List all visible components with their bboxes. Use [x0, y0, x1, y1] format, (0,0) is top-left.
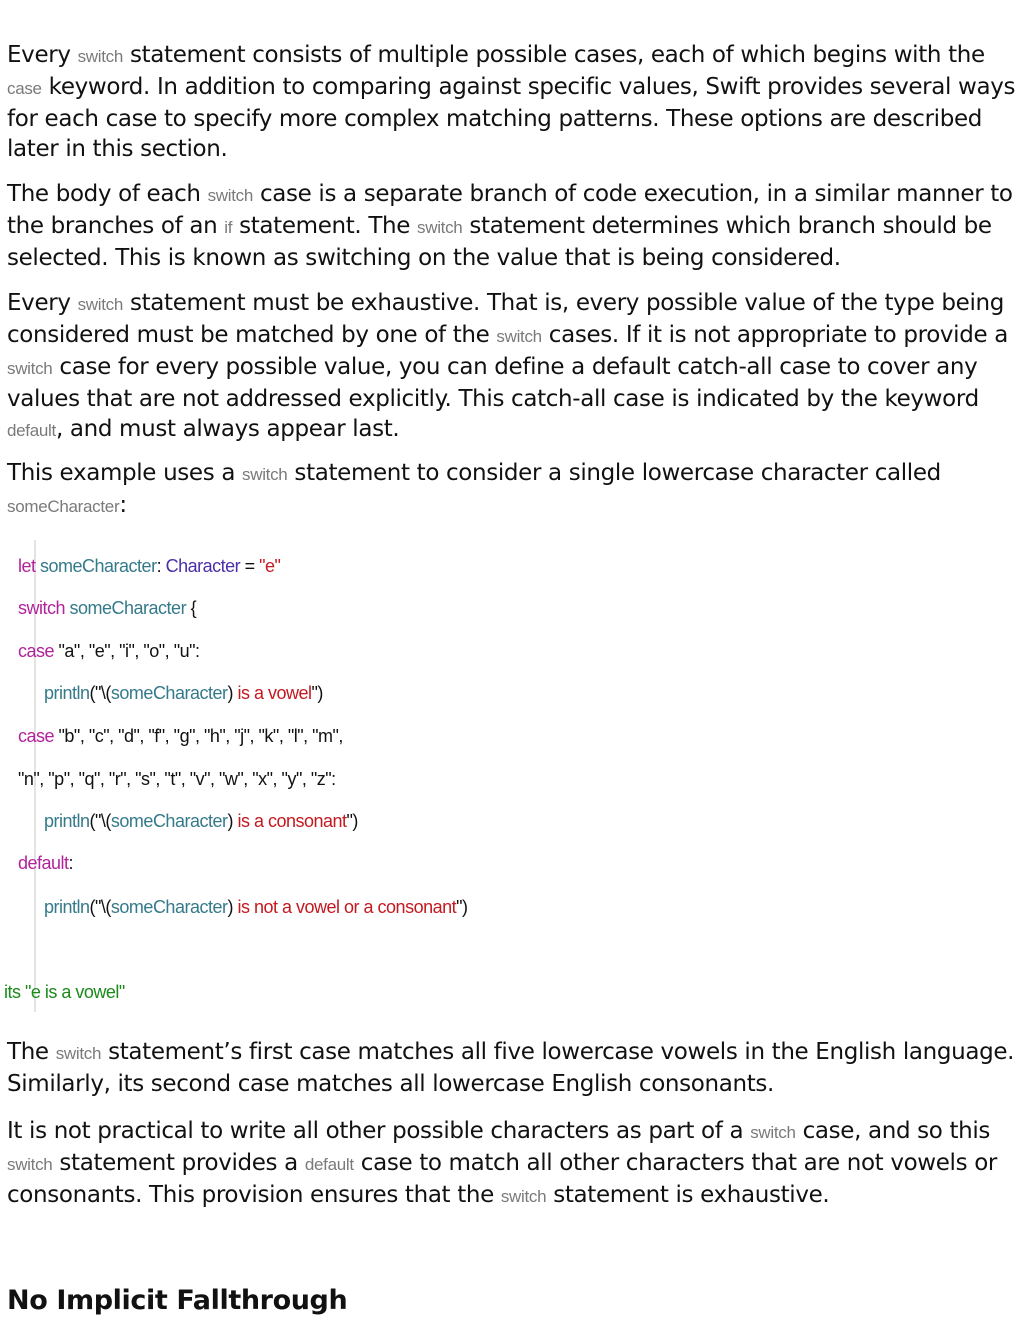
paragraph-switch-cases: [7, 40, 1019, 164]
code-line: [18, 852, 73, 874]
code-function: println: [44, 897, 90, 917]
text: The: [7, 1039, 56, 1065]
code-keyword: case: [18, 641, 55, 661]
code-variable: someCharacter: [65, 598, 187, 618]
code-comment: its "e is a vowel": [4, 982, 125, 1002]
text: Every: [7, 290, 78, 316]
inline-code: default: [7, 421, 56, 440]
inline-code: switch: [750, 1123, 796, 1142]
code-line: [44, 896, 468, 918]
text: :: [119, 492, 127, 518]
code-literals: "n", "p", "q", "r", "s", "t", "v", "w", "x", "y", "z":: [18, 769, 336, 789]
inline-code: default: [304, 1155, 354, 1174]
code-line: [18, 768, 336, 790]
inline-code: switch: [242, 465, 288, 484]
code-punct: "): [311, 683, 323, 703]
text: case to match all other characters that are not vowels or consonants. This provision ensures that the: [7, 1150, 998, 1208]
code-punct: ): [227, 897, 238, 917]
inline-code: if: [224, 218, 233, 237]
code-punct: "): [456, 897, 468, 917]
text: statement is exhaustive.: [546, 1182, 830, 1208]
code-type: Character: [165, 556, 241, 576]
paragraph-example-intro: [7, 458, 1019, 522]
paragraph-switch-exhaustive: [7, 288, 1019, 446]
code-punct: ("\(: [89, 683, 111, 703]
code-punct: ("\(: [89, 897, 111, 917]
code-variable: someCharacter: [110, 811, 228, 831]
text: It is not practical to write all other possible characters as part of a: [7, 1118, 751, 1144]
code-line: [18, 725, 343, 747]
code-literals: "b", "c", "d", "f", "g", "h", "j", "k", "l", "m",: [54, 726, 343, 746]
paragraph-case-matches: [7, 1037, 1019, 1099]
code-line: [44, 810, 358, 832]
inline-code: switch: [7, 359, 53, 378]
code-punct: ): [227, 683, 238, 703]
code-keyword: let: [18, 556, 36, 576]
text: case is a separate branch of code execution, in a similar manner to the branches of an: [7, 181, 1013, 239]
code-variable: someCharacter: [35, 556, 157, 576]
text: cases. If it is not appropriate to provide a: [541, 322, 1008, 348]
code-variable: someCharacter: [110, 897, 228, 917]
code-punct: "): [346, 811, 358, 831]
inline-code: switch: [207, 186, 254, 205]
text: statement provides a: [52, 1150, 305, 1176]
text: statement to consider a single lowercase character called: [287, 460, 941, 486]
inline-code: switch: [496, 327, 542, 346]
text: case for every possible value, you can define a default catch-all case to cover any values that are not addressed explicitly. This catch-all case is indicated by the keyword: [7, 354, 979, 412]
inline-code: switch: [500, 1187, 547, 1206]
code-string: is not a vowel or a consonant: [237, 897, 457, 917]
inline-code: switch: [55, 1044, 102, 1063]
code-string: is a vowel: [237, 683, 312, 703]
code-line: [18, 597, 196, 619]
code-punct: ): [227, 811, 238, 831]
code-function: println: [44, 811, 90, 831]
code-string: is a consonant: [237, 811, 347, 831]
section-heading: No Implicit Fallthrough: [7, 1285, 348, 1316]
code-punct: ("\(: [89, 811, 111, 831]
text: statement’s first case matches all five lowercase vowels in the English language. Similarly, its second case matches all lowercase English consonants.: [7, 1039, 1015, 1097]
code-block: [0, 540, 1024, 1015]
text: Every: [7, 42, 78, 68]
inline-code: case: [7, 79, 42, 98]
code-string: "e": [259, 556, 281, 576]
inline-code: someCharacter: [7, 497, 120, 516]
text: The body of each: [7, 181, 208, 207]
paragraph-switch-body: [7, 179, 1019, 273]
code-punct: {: [186, 598, 197, 618]
text: statement. The: [232, 213, 418, 239]
inline-code: switch: [77, 295, 124, 314]
text: statement must be exhaustive. That is, every possible value of the type being considered must be matched by one of the: [7, 290, 1004, 348]
inline-code: switch: [417, 218, 463, 237]
code-line: [18, 640, 199, 662]
code-line: [18, 555, 280, 577]
code-punct: =: [240, 556, 260, 576]
code-punct: :: [156, 556, 166, 576]
paragraph-default-case: [7, 1116, 1019, 1212]
text: , and must always appear last.: [55, 416, 400, 442]
code-variable: someCharacter: [110, 683, 228, 703]
text: case, and so this: [795, 1118, 991, 1144]
text: keyword. In addition to comparing against specific values, Swift provides several ways for each case to specify more complex matching patterns. These options are described later in this section.: [7, 74, 1016, 162]
inline-code: switch: [77, 47, 124, 66]
code-line: [44, 682, 323, 704]
code-keyword: default: [18, 853, 69, 873]
text: statement determines which branch should be selected. This is known as switching on the value that is being considered.: [7, 213, 992, 271]
code-function: println: [44, 683, 90, 703]
code-punct: :: [68, 853, 74, 873]
code-literals: "a", "e", "i", "o", "u":: [54, 641, 200, 661]
code-keyword: switch: [18, 598, 66, 618]
text: statement consists of multiple possible cases, each of which begins with the: [123, 42, 985, 68]
inline-code: switch: [7, 1155, 53, 1174]
text: This example uses a: [7, 460, 243, 486]
code-keyword: case: [18, 726, 55, 746]
